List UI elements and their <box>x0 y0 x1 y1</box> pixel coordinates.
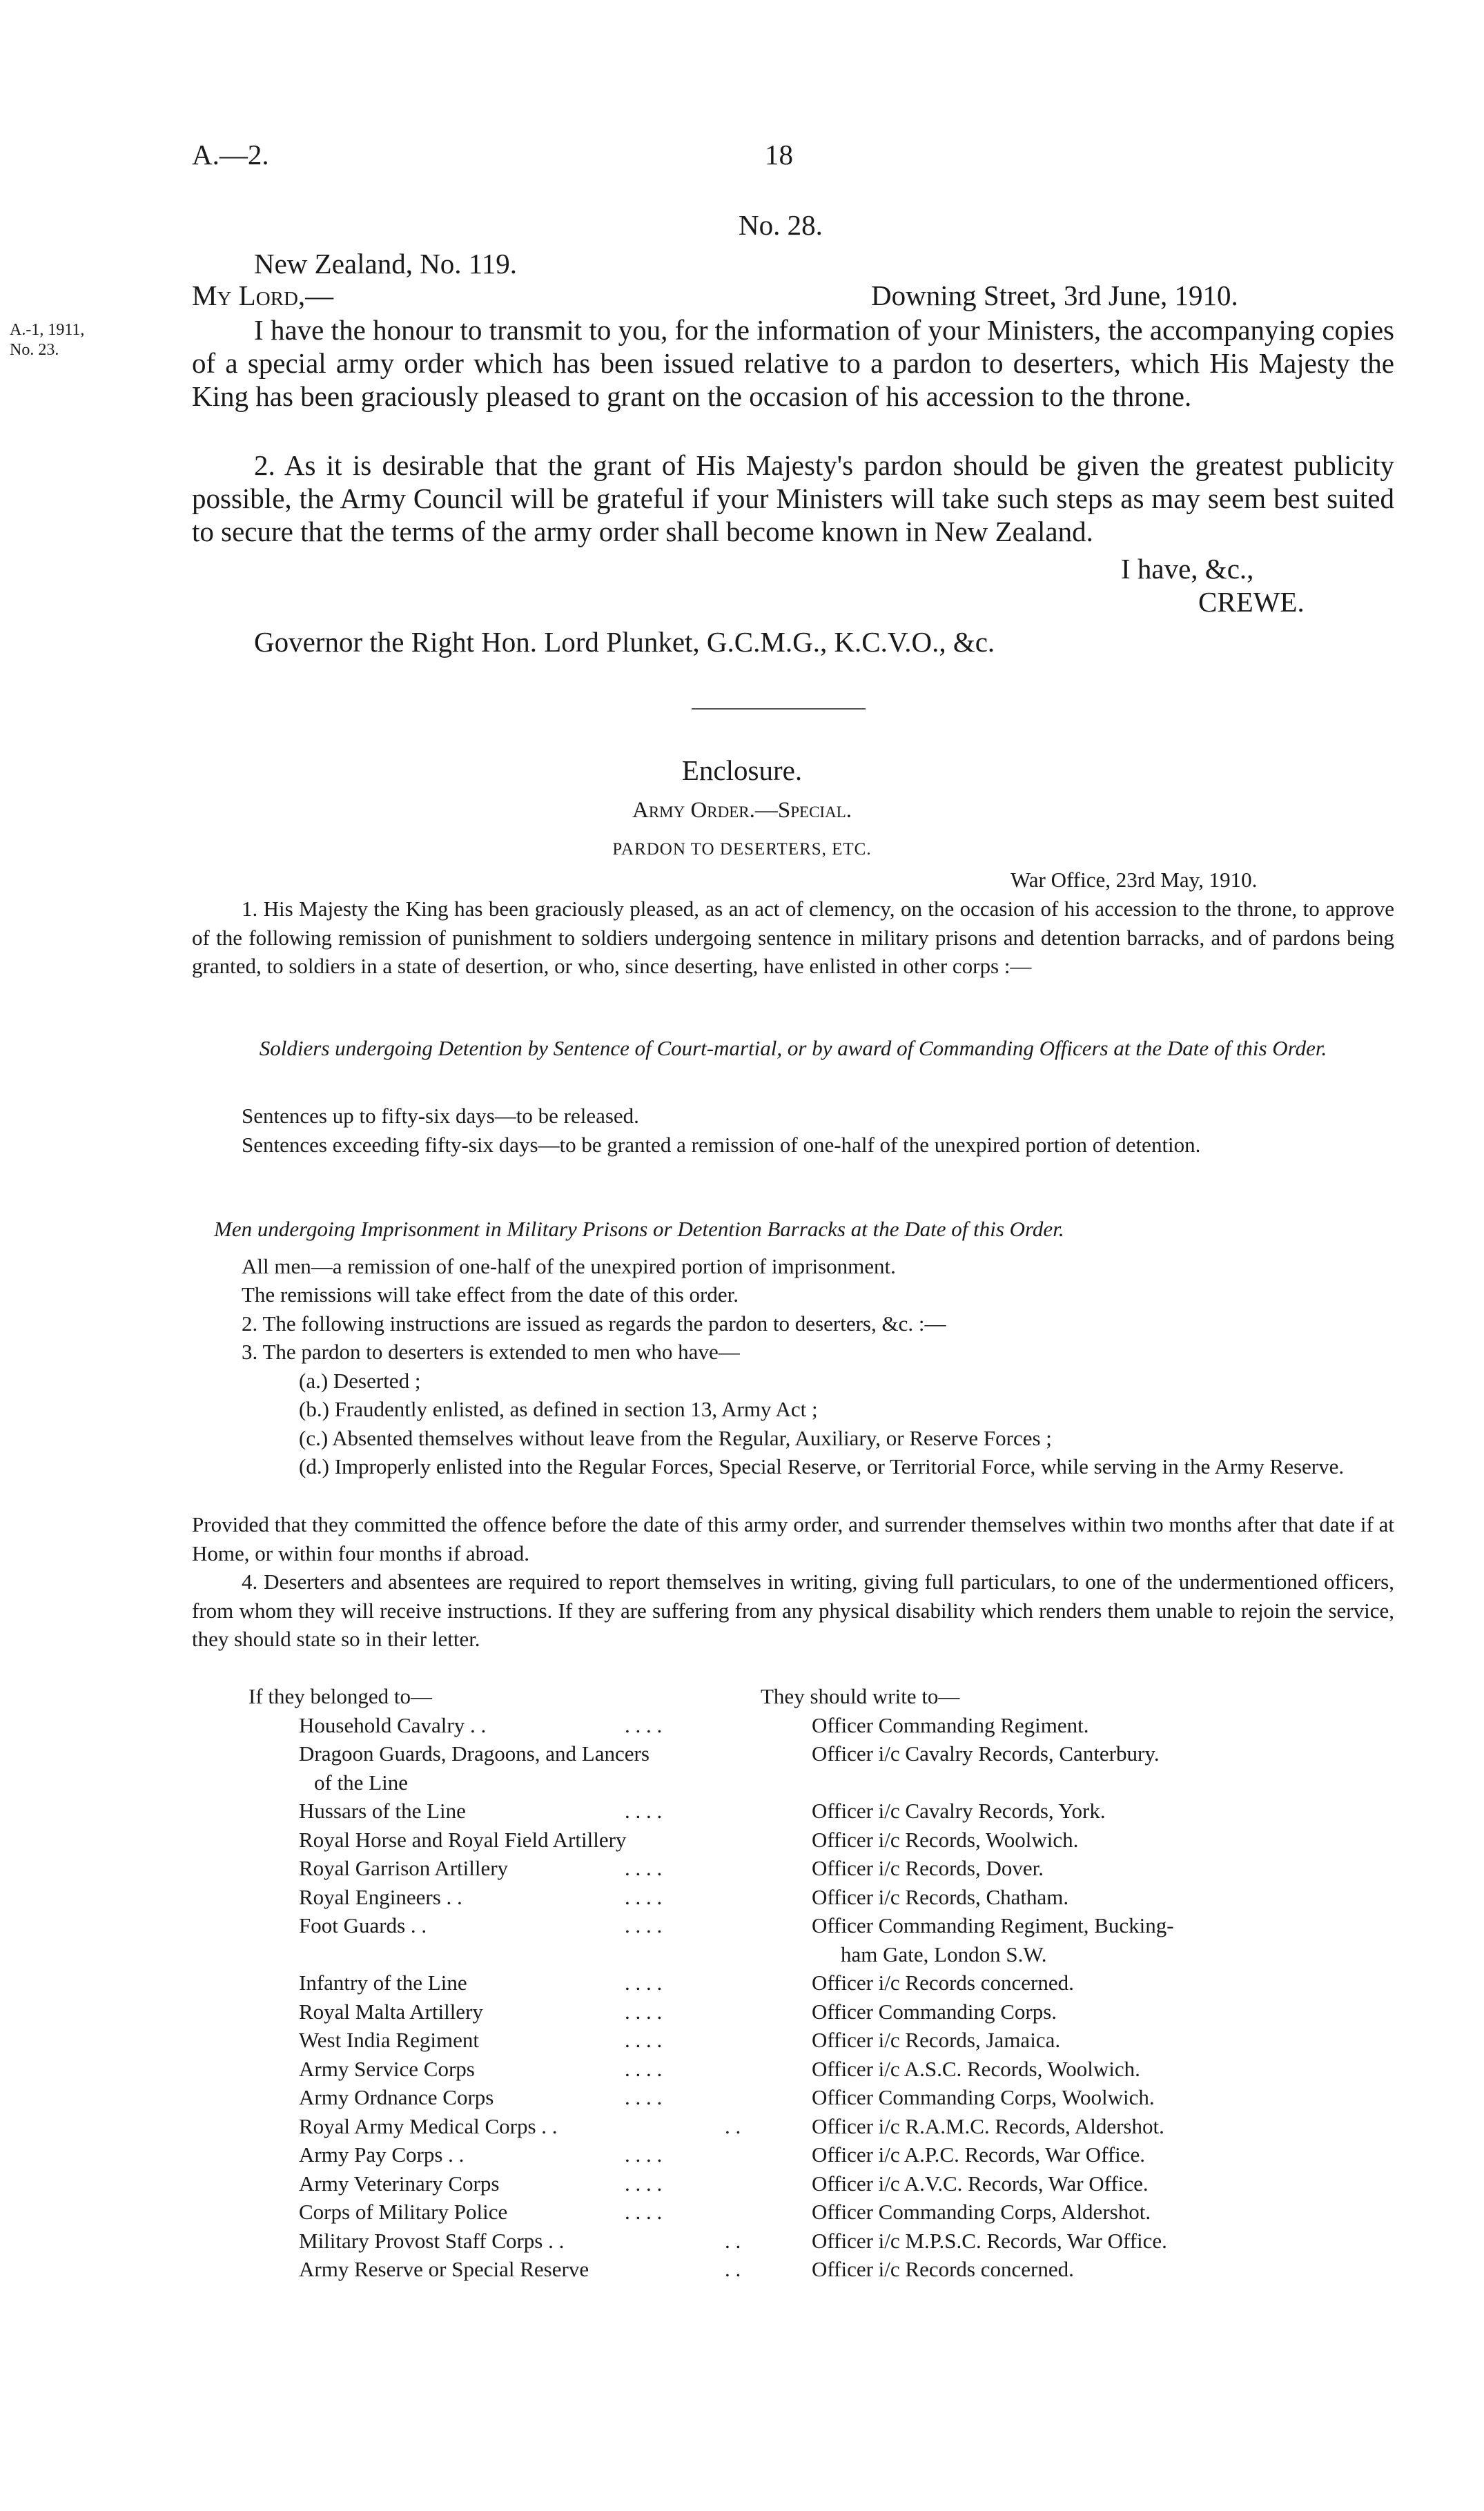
table-row <box>0 2169 1484 2198</box>
document-reference: A.—2. <box>192 139 269 170</box>
despatch-paragraph-1: I have the honour to transmit to you, for the information of your Ministers, the accompanying copies of a special army order which has been issued relative to a pardon to deserters, which His Majesty the King has been graciously pleased to grant on the occasion of his accession to the throne. <box>192 314 1394 412</box>
leader-dots: . . . . <box>625 1913 663 1937</box>
unit-name: Foot Guards . . <box>299 1913 427 1937</box>
unit-name: Royal Horse and Royal Field Artillery <box>299 1828 627 1852</box>
table-row <box>0 1997 1484 2026</box>
officer-name: Officer i/c Records concerned. <box>812 1971 1074 1995</box>
table-row <box>0 2140 1484 2169</box>
enclosure-title: Enclosure. <box>681 754 803 786</box>
leader-dots: . . . . <box>625 2057 663 2081</box>
unit-name: Hussars of the Line <box>299 1799 466 1823</box>
unit-name: Army Veterinary Corps <box>299 2171 500 2196</box>
leader-dots: . . . . <box>625 2085 663 2109</box>
salutation: My Lord,— <box>192 280 334 311</box>
leader-dots: . . . . <box>625 1799 663 1823</box>
order-line-2: The remissions will take effect from the date of this order. <box>242 1282 739 1307</box>
table-row <box>0 2083 1484 2112</box>
unit-name: Royal Malta Artillery <box>299 2000 483 2024</box>
officer-name: Officer i/c A.V.C. Records, War Office. <box>812 2171 1149 2196</box>
unit-name: Army Ordnance Corps <box>299 2085 494 2109</box>
margin-reference-line: No. 23. <box>10 341 59 359</box>
table-row-continuation <box>0 1940 1484 1969</box>
officer-name: Officer i/c Records, Jamaica. <box>812 2028 1061 2052</box>
unit-name: Army Pay Corps . . <box>299 2142 465 2167</box>
table-row <box>0 1797 1484 1826</box>
leader-dots: . . <box>725 2114 741 2138</box>
section-heading-imprisonment: Men undergoing Imprisonment in Military Prisons or Detention Barracks at the Date of this Order. <box>214 1217 1064 1241</box>
table-row <box>0 1711 1484 1740</box>
despatch-place-date: Downing Street, 3rd June, 1910. <box>871 280 1238 311</box>
proviso-paragraph: Provided that they committed the offence before the date of this army order, and surrender themselves within two months after that date if at Home, or within four months if abroad. <box>192 1512 1394 1565</box>
unit-name: Army Reserve or Special Reserve <box>299 2257 589 2281</box>
table-row <box>0 2026 1484 2055</box>
despatch-number: No. 28. <box>739 209 823 241</box>
table-row <box>0 2055 1484 2084</box>
leader-dots: . . . . <box>625 2171 663 2196</box>
leader-dots: . . . . <box>625 2142 663 2167</box>
unit-name: Army Service Corps <box>299 2057 475 2081</box>
table-header-right: They should write to— <box>761 1684 960 1708</box>
unit-name: Infantry of the Line <box>299 1971 467 1995</box>
leader-dots: . . . . <box>625 2028 663 2052</box>
table-row <box>0 1854 1484 1883</box>
unit-name: Military Provost Staff Corps . . <box>299 2229 565 2253</box>
list-item: (d.) Improperly enlisted into the Regular Forces, Special Reserve, or Territorial Force, while serving in the Army Reserve. <box>299 1454 1345 1478</box>
leader-dots: . . . . <box>625 1713 663 1737</box>
officer-name: Officer i/c M.P.S.C. Records, War Office. <box>812 2229 1167 2253</box>
unit-name-continued: of the Line <box>314 1770 409 1795</box>
order-line-1: All men—a remission of one-half of the unexpired portion of imprisonment. <box>242 1254 896 1278</box>
leader-dots: . . . . <box>625 2200 663 2224</box>
leader-dots: . . . . <box>625 1971 663 1995</box>
leader-dots: . . . . <box>625 1885 663 1909</box>
officer-name: Officer i/c Records, Chatham. <box>812 1885 1069 1909</box>
unit-name: Royal Engineers . . <box>299 1885 462 1909</box>
enclosure-subject: PARDON TO DESERTERS, ETC. <box>612 840 872 859</box>
officer-name: Officer i/c Cavalry Records, Canterbury. <box>812 1741 1160 1766</box>
table-row <box>0 2227 1484 2256</box>
officer-name: Officer Commanding Regiment. <box>812 1713 1089 1737</box>
unit-name: West India Regiment <box>299 2028 479 2052</box>
margin-reference <box>10 320 84 360</box>
unit-name: Household Cavalry . . <box>299 1713 487 1737</box>
unit-name: Royal Garrison Artillery <box>299 1856 509 1880</box>
officer-name: Officer i/c Cavalry Records, York. <box>812 1799 1106 1823</box>
table-row <box>0 1739 1484 1768</box>
enclosure-place-date: War Office, 23rd May, 1910. <box>1011 868 1258 892</box>
leader-dots: . . . . <box>625 2000 663 2024</box>
section-heading-detention: Soldiers undergoing Detention by Sentence of Court-martial, or by award of Commanding Officers at the Date of this Order. <box>259 1036 1327 1060</box>
despatch-paragraph-2: 2. As it is desirable that the grant of His Majesty's pardon should be given the greatest publicity possible, the Army Council will be grateful if your Ministers will take such steps as may seem best suited to secure that the terms of the army order shall become known in New Zealand. <box>192 449 1394 547</box>
officer-name: Officer i/c Records, Woolwich. <box>812 1828 1079 1852</box>
order-line-4: 3. The pardon to deserters is extended to men who have— <box>242 1340 740 1364</box>
sentence-rule-2: Sentences exceeding fifty-six days—to be granted a remission of one-half of the unexpired portion of detention. <box>242 1133 1201 1157</box>
leader-dots: . . <box>725 2229 741 2253</box>
table-header-left: If they belonged to— <box>248 1684 433 1708</box>
officer-name: Officer i/c A.P.C. Records, War Office. <box>812 2142 1146 2167</box>
unit-name: Royal Army Medical Corps . . <box>299 2114 558 2138</box>
order-paragraph-4: 4. Deserters and absentees are required to report themselves in writing, giving full particulars, to one of the undermentioned officers, from whom they will receive instructions. If they are suffering from any physical disability which renders them unable to rejoin the service, they should state so in their letter. <box>192 1570 1394 1651</box>
table-row <box>0 2198 1484 2227</box>
table-row <box>0 1968 1484 1997</box>
table-row <box>0 1826 1484 1855</box>
leader-dots: . . <box>725 2257 741 2281</box>
officer-name: Officer Commanding Corps, Woolwich. <box>812 2085 1155 2109</box>
margin-reference-line: A.-1, 1911, <box>10 321 85 339</box>
unit-name: Corps of Military Police <box>299 2200 508 2224</box>
sentence-rule-1: Sentences up to fifty-six days—to be released. <box>242 1104 639 1128</box>
table-row <box>0 2112 1484 2141</box>
addressee: Governor the Right Hon. Lord Plunket, G.C.M.G., K.C.V.O., &c. <box>254 626 995 658</box>
signature: CREWE. <box>1198 586 1305 618</box>
table-row <box>0 1911 1484 1940</box>
officer-name: Officer Commanding Corps. <box>812 2000 1057 2024</box>
officer-name: Officer i/c A.S.C. Records, Woolwich. <box>812 2057 1140 2081</box>
enclosure-subtitle: Army Order.—Special. <box>632 798 852 823</box>
closing: I have, &c., <box>1121 553 1254 585</box>
list-item: (a.) Deserted ; <box>299 1369 421 1393</box>
table-row <box>0 2255 1484 2284</box>
officer-name: Officer i/c Records, Dover. <box>812 1856 1044 1880</box>
officer-name: Officer i/c Records concerned. <box>812 2257 1074 2281</box>
section-divider <box>692 708 866 710</box>
list-item: (b.) Fraudently enlisted, as defined in section 13, Army Act ; <box>299 1397 818 1421</box>
despatch-from-line: New Zealand, No. 119. <box>254 248 518 280</box>
page-number: 18 <box>765 139 793 170</box>
list-item: (c.) Absented themselves without leave from the Regular, Auxiliary, or Reserve Forces ; <box>299 1426 1052 1450</box>
officer-name: Officer Commanding Regiment, Bucking- <box>812 1913 1174 1937</box>
table-row-continuation <box>0 1768 1484 1797</box>
table-row <box>0 1883 1484 1912</box>
officer-name-continued: ham Gate, London S.W. <box>841 1942 1047 1966</box>
unit-name: Dragoon Guards, Dragoons, and Lancers <box>299 1741 650 1766</box>
officer-name: Officer i/c R.A.M.C. Records, Aldershot. <box>812 2114 1164 2138</box>
order-line-3: 2. The following instructions are issued as regards the pardon to deserters, &c. :— <box>242 1311 946 1336</box>
officer-name: Officer Commanding Corps, Aldershot. <box>812 2200 1151 2224</box>
leader-dots: . . . . <box>625 1856 663 1880</box>
order-paragraph-1: 1. His Majesty the King has been graciously pleased, as an act of clemency, on the occasion of his accession to the throne, to approve of the following remission of punishment to soldiers undergoing sentence in military prisons and detention barracks, and of pardons being granted, to soldiers in a state of desertion, or who, since deserting, have enlisted in other corps :— <box>192 897 1394 978</box>
